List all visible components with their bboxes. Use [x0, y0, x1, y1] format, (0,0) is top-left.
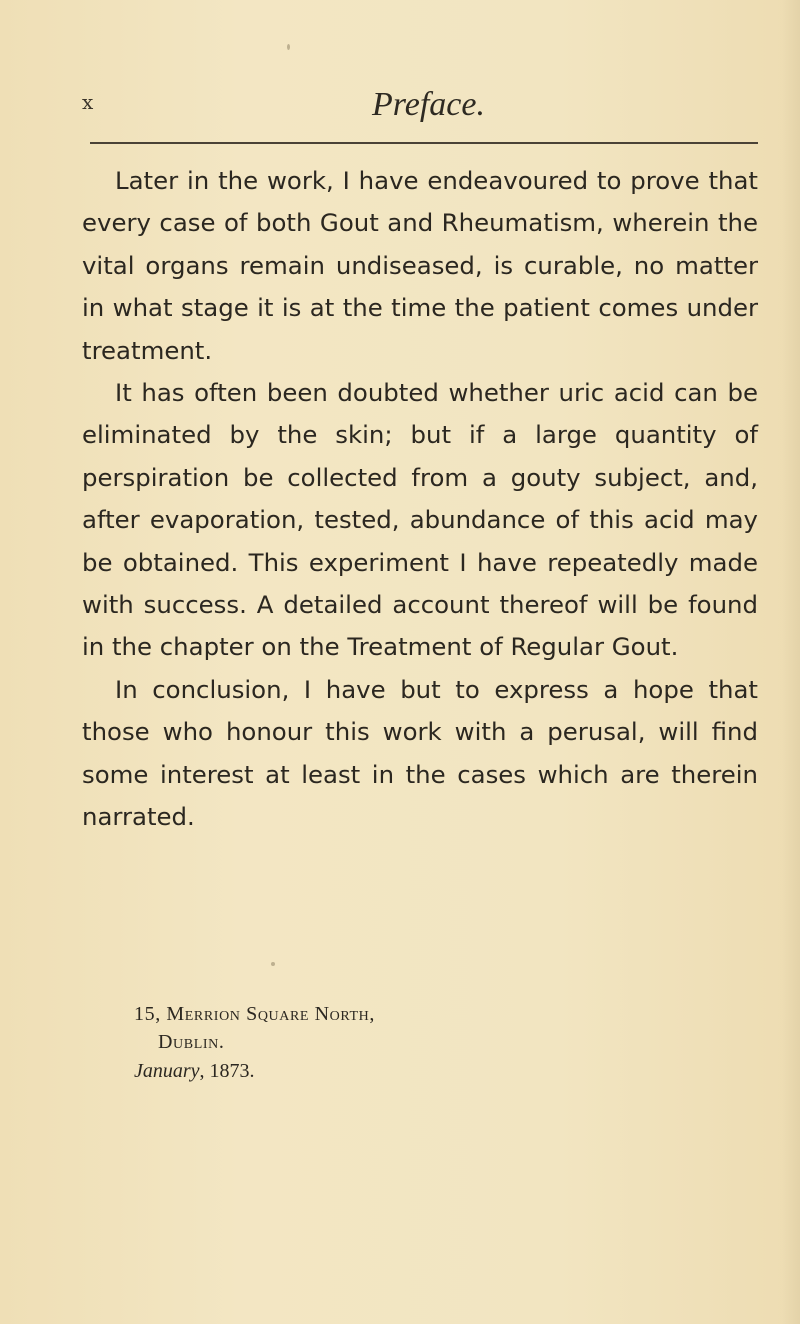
page-number: x [82, 90, 95, 114]
header-rule [90, 142, 758, 144]
paper-speck [287, 44, 290, 50]
signature-address: 15, Merrion Square North, [134, 1003, 375, 1025]
signature-month: January [134, 1060, 200, 1082]
page-title: Preface. [372, 86, 485, 123]
page-edge-shadow [782, 0, 800, 1324]
signature-city: Dublin. [158, 1031, 225, 1053]
paragraph-1: Later in the work, I have endeavoured to prove that every case of both Gout and Rheumatism, wherein the vital organs remain undiseased, is curable, no matter in what stage it is at the time the patient comes under treatment. [82, 166, 758, 365]
paragraph-2: It has often been doubted whether uric acid can be eliminated by the skin; but if a large quantity of perspiration be collected from a gouty subject, and, after evaporation, tested, abundance of this acid may be obtained. This experiment I have repeatedly made with success. A detailed account thereof will be found in the chapter on the Treatment of Regular Gout. [82, 378, 758, 662]
signature-date [134, 1056, 375, 1086]
signature-year: , 1873. [199, 1060, 255, 1082]
paper-speck [271, 962, 275, 966]
paragraph-3: In conclusion, I have but to express a hope that those who honour this work with a perusal, will find some interest at least in the cases which are therein narrated. [82, 674, 758, 832]
running-head [82, 86, 762, 126]
signature-block [134, 1000, 375, 1086]
body-text [82, 160, 758, 839]
